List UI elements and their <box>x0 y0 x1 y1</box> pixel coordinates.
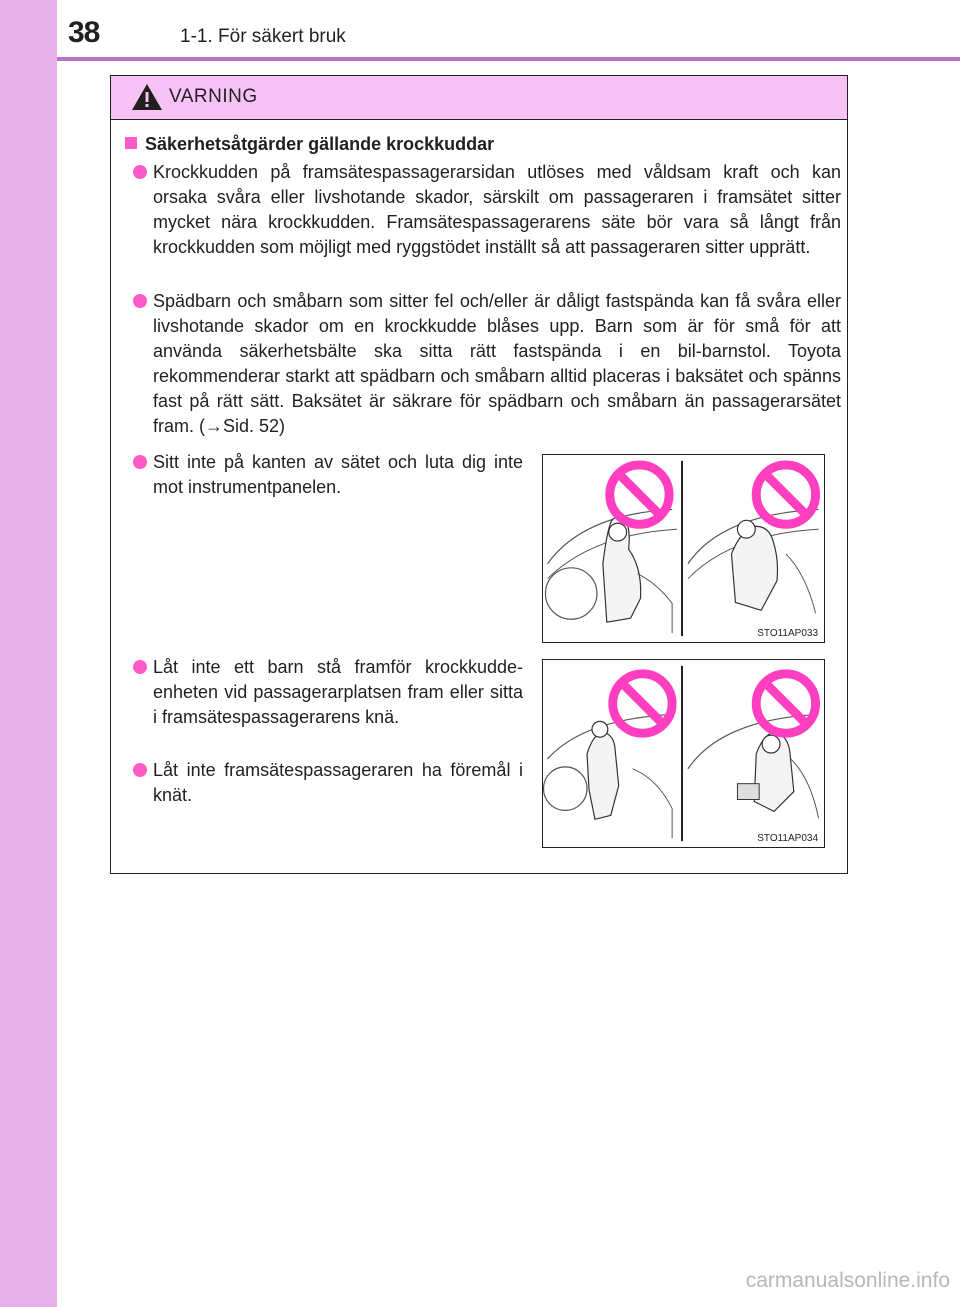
prohibition-icon <box>613 674 672 733</box>
bullet-text: Spädbarn och småbarn som sitter fel och/eller är dåligt fastspända kan få svåra eller livshotande skador om en krockkudde blåses upp. Barn som är för små för att använda säkerhetsbälte ska sitta rätt fastspända i en bil-barnstol. Toyota rekommenderar starkt att spädbarn och småbarn alltid placeras i baksätet och spänns fast på rätt sätt. Baksätet är säkrare för spädbarn och småbarn än passagerarsätet fram. (→Sid. 52) <box>153 291 841 436</box>
bullet-text: Sitt inte på kanten av sätet och luta dig inte mot instrumentpanelen. <box>153 452 523 497</box>
bullet-item <box>133 450 523 500</box>
bullet-item <box>133 160 841 260</box>
section-title: 1-1. För säkert bruk <box>180 26 346 47</box>
warning-subheading: Säkerhetsåtgärder gällande krockkuddar <box>125 134 494 155</box>
bullet-text: Låt inte ett barn stå framför krockkudde-enheten vid passagerarplatsen fram eller sitta i framsätespassagerarens knä. <box>153 657 523 727</box>
square-bullet-icon <box>125 137 137 149</box>
bullet-item <box>133 758 523 808</box>
watermark: carmanualsonline.info <box>745 1269 950 1292</box>
warning-label: VARNING <box>169 86 258 107</box>
prohibition-icon <box>610 465 669 524</box>
warning-triangle-icon <box>131 83 163 111</box>
figure-code: STO11AP034 <box>757 833 818 844</box>
bullet-dot-icon <box>133 763 147 777</box>
bullet-item <box>133 655 523 730</box>
bullet-text: Krockkudden på framsätespassagerarsidan utlöses med våldsam kraft och kan orsaka svåra eller livshotande skador, särskilt om passageraren i framsätet sitter mycket nära krockkudden. Framsätespassagerarens säte bör vara så långt från krockkudden som möjligt med ryggstödet inställt så att passageraren sitter upprätt. <box>153 162 841 257</box>
bullet-dot-icon <box>133 294 147 308</box>
prohibition-icon <box>756 465 815 524</box>
illustration-drawing <box>543 455 824 642</box>
left-color-band <box>0 0 57 1307</box>
bullet-dot-icon <box>133 455 147 469</box>
warning-box <box>110 75 848 874</box>
warning-header <box>111 76 847 120</box>
bullet-text: Låt inte framsätespassageraren ha föremål i knät. <box>153 760 523 805</box>
bullet-dot-icon <box>133 165 147 179</box>
page-number: 38 <box>68 16 100 49</box>
illustration-child-position <box>542 659 825 848</box>
bullet-dot-icon <box>133 660 147 674</box>
bullet-item <box>133 289 841 439</box>
header-rule <box>57 57 960 61</box>
figure-code: STO11AP033 <box>757 628 818 639</box>
illustration-drawing <box>543 660 824 847</box>
illustration-sitting-posture <box>542 454 825 643</box>
prohibition-icon <box>756 674 815 733</box>
